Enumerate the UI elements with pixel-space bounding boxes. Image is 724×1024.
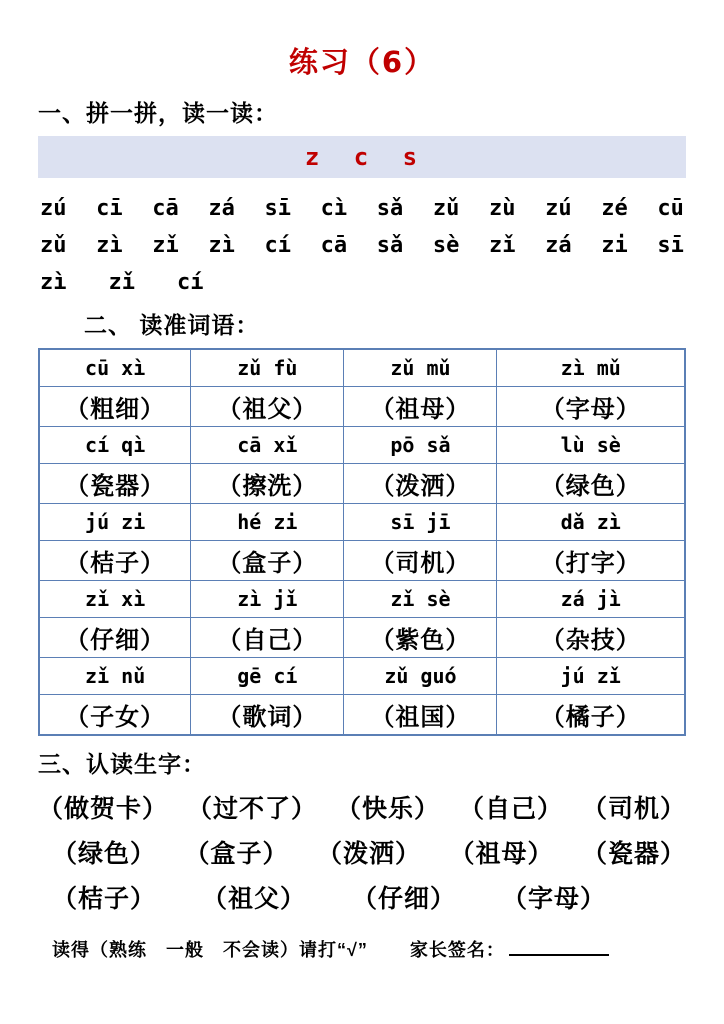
pinyin-syllable: zá — [208, 196, 235, 221]
pinyin-syllable: zì — [96, 233, 123, 258]
table-cell: zì jǐ — [191, 581, 344, 618]
initials-banner — [38, 136, 686, 178]
word-item: （仔细） — [352, 885, 457, 913]
table-cell: （祖父） — [191, 387, 344, 427]
word-line — [38, 877, 686, 922]
table-row-hanzi — [39, 618, 685, 658]
word-item: （快乐） — [335, 795, 440, 823]
pinyin-syllable: zù — [489, 196, 516, 221]
pinyin-syllable: zǐ — [108, 270, 135, 295]
word-item: （绿色） — [52, 840, 157, 868]
table-cell: （紫色） — [344, 618, 497, 658]
pinyin-row — [40, 190, 684, 227]
pinyin-syllable: zì — [40, 270, 67, 295]
signature-blank-line — [509, 936, 609, 956]
word-item: （祖父） — [202, 885, 307, 913]
table-cell: （擦洗） — [191, 464, 344, 504]
pinyin-syllable: sè — [432, 233, 460, 258]
table-cell: zǔ guó — [344, 658, 497, 695]
table-cell: （泼洒） — [344, 464, 497, 504]
pinyin-syllable: zá — [545, 233, 572, 258]
pinyin-row — [40, 227, 684, 264]
pinyin-syllable: cā — [152, 196, 179, 221]
pinyin-syllable: cī — [96, 196, 123, 221]
table-cell: zì mǔ — [497, 349, 685, 387]
table-cell: （桔子） — [39, 541, 191, 581]
table-cell: zǔ mǔ — [344, 349, 497, 387]
word-item: （司机） — [581, 795, 686, 823]
table-cell: （歌词） — [191, 695, 344, 736]
table-cell: jú zi — [39, 504, 191, 541]
table-cell: zá jì — [497, 581, 685, 618]
table-cell: cā xǐ — [191, 427, 344, 464]
table-row-hanzi — [39, 541, 685, 581]
word-item: （自己） — [458, 795, 563, 823]
table-row-hanzi — [39, 387, 685, 427]
pinyin-rows — [40, 190, 684, 301]
word-item: （泼洒） — [316, 840, 421, 868]
word-table-body — [39, 349, 685, 735]
pinyin-syllable: cí — [264, 233, 291, 258]
table-cell: （仔细） — [39, 618, 191, 658]
pinyin-syllable: sī — [657, 233, 684, 258]
word-item: （桔子） — [52, 885, 157, 913]
table-row-pinyin — [39, 349, 685, 387]
section1-heading: 一、拼一拼，读一读： — [38, 100, 278, 126]
word-item: （盒子） — [184, 840, 289, 868]
table-cell: gē cí — [191, 658, 344, 695]
table-cell: （祖国） — [344, 695, 497, 736]
pinyin-syllable: sǎ — [376, 196, 404, 221]
pinyin-syllable: cū — [657, 196, 684, 221]
word-item: （瓷器） — [581, 840, 686, 868]
table-cell: （粗细） — [39, 387, 191, 427]
table-cell: dǎ zì — [497, 504, 685, 541]
table-cell: zǔ fù — [191, 349, 344, 387]
table-cell: （司机） — [344, 541, 497, 581]
table-row-hanzi — [39, 464, 685, 504]
table-cell: lù sè — [497, 427, 685, 464]
table-cell: （杂技） — [497, 618, 685, 658]
pinyin-syllable: zi — [601, 233, 628, 258]
section2-heading: 二、 读准词语： — [84, 312, 260, 338]
pinyin-syllable: sǎ — [376, 233, 404, 258]
table-cell: zǐ nǔ — [39, 658, 191, 695]
pinyin-syllable: sī — [264, 196, 291, 221]
pinyin-syllable: zì — [208, 233, 235, 258]
pinyin-syllable: zú — [40, 196, 67, 221]
table-cell: （橘子） — [497, 695, 685, 736]
footer-line — [38, 936, 686, 962]
word-item: （做贺卡） — [38, 795, 169, 823]
pinyin-syllable: cì — [320, 196, 348, 221]
table-cell: （打字） — [497, 541, 685, 581]
table-cell: （祖母） — [344, 387, 497, 427]
pinyin-syllable: zǔ — [40, 233, 67, 258]
table-cell: pō sǎ — [344, 427, 497, 464]
table-cell: zǐ xì — [39, 581, 191, 618]
table-row-pinyin — [39, 581, 685, 618]
table-cell: （绿色） — [497, 464, 685, 504]
pinyin-syllable: zé — [601, 196, 628, 221]
pinyin-syllable: zǐ — [152, 233, 179, 258]
table-cell: cū xì — [39, 349, 191, 387]
pinyin-row — [40, 264, 684, 301]
pinyin-syllable: zú — [545, 196, 572, 221]
word-item: （祖母） — [449, 840, 554, 868]
pinyin-syllable: cā — [320, 233, 348, 258]
pinyin-syllable: zǐ — [489, 233, 516, 258]
word-line — [38, 787, 686, 832]
initials-banner-label: z c s — [304, 143, 420, 171]
page-title: 练习（6） — [288, 45, 436, 79]
word-table — [38, 348, 686, 736]
table-row-pinyin — [39, 427, 685, 464]
table-cell: （自己） — [191, 618, 344, 658]
word-line — [38, 832, 686, 877]
table-cell: jú zǐ — [497, 658, 685, 695]
pinyin-syllable: zǔ — [432, 196, 460, 221]
table-row-pinyin — [39, 504, 685, 541]
footer-instruction: 读得（熟练 一般 不会读）请打“√” — [52, 940, 368, 960]
word-item: （过不了） — [186, 795, 317, 823]
table-cell: （子女） — [39, 695, 191, 736]
signature-label: 家长签名： — [409, 940, 505, 960]
word-item: （字母） — [502, 885, 607, 913]
table-cell: hé zi — [191, 504, 344, 541]
table-cell: （盒子） — [191, 541, 344, 581]
pinyin-syllable: cí — [177, 270, 204, 295]
table-row-pinyin — [39, 658, 685, 695]
table-cell: sī jī — [344, 504, 497, 541]
table-row-hanzi — [39, 695, 685, 736]
section3-heading: 三、认读生字： — [38, 751, 206, 777]
table-cell: （瓷器） — [39, 464, 191, 504]
word-lines — [38, 787, 686, 922]
table-cell: cí qì — [39, 427, 191, 464]
table-cell: （字母） — [497, 387, 685, 427]
table-cell: zǐ sè — [344, 581, 497, 618]
